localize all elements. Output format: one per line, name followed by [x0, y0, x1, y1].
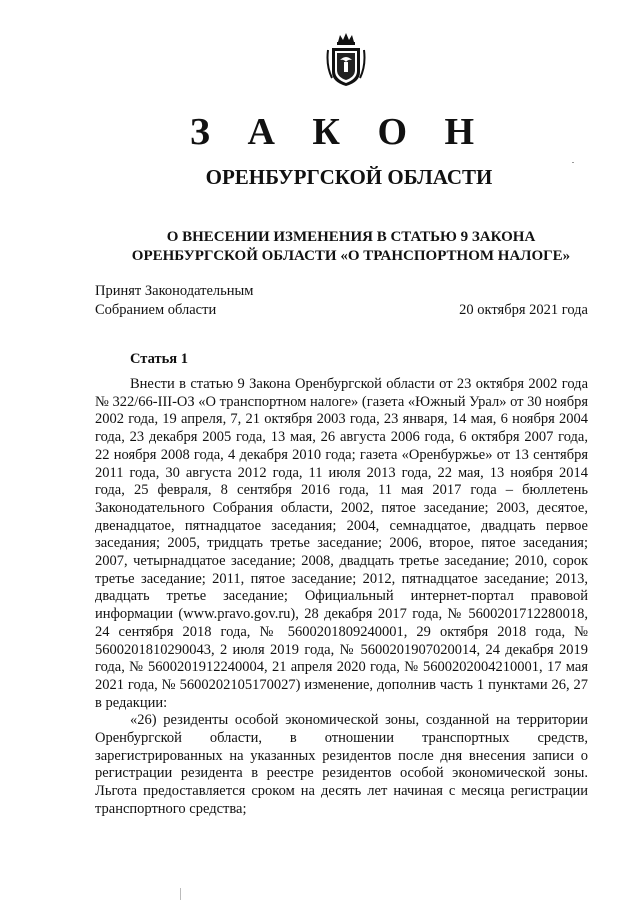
coat-of-arms-icon: [326, 32, 366, 88]
article-body: [95, 376, 588, 819]
adoption-date: 20 октября 2021 года: [459, 302, 588, 318]
law-name: [96, 228, 606, 266]
law-name-line-1: О ВНЕСЕНИИ ИЗМЕНЕНИЯ В СТАТЬЮ 9 ЗАКОНА: [166, 229, 536, 245]
article-paragraph-1: Внести в статью 9 Закона Оренбургской области от 23 октября 2002 года № 322/66-III-ОЗ «О транспортном налоге» (газета «Южный Урал» от 30 ноября 2002 года, 19 апреля, 7, 21 октября 2003 года, 23 января, 14 мая, 6 ноября 2004 года, 23 декабря 2005 года, 13 мая, 26 августа 2006 года, 6 октября 2007 года, 22 ноября 2008 года, 4 декабря 2010 года; газета «Оренбуржье» от 13 сентября 2011 года, 30 августа 2012 года, 11 июля 2013 года, 22 мая, 13 ноября 2014 года, 25 февраля, 8 сентября 2016 года, 11 мая 2017 года – бюллетень Законодательного Собрания области, 2002, пятое заседание; 2003, десятое, двенадцатое, пятнадцатое заседания; 2004, семнадцатое, двадцать первое заседания; 2005, тридцать третье заседание; 2006, второе, пятое заседания; 2007, четырнадцатое заседание; 2008, двадцать третье заседание; 2010, сорок третье заседание; 2011, пятое заседание; 2012, пятнадцатое заседание; 2013, двадцать третье заседание; Официальный интернет-портал правовой информации (www.pravo.gov.ru), 28 декабря 2017 года, № 5600201712280018, 24 сентября 2018 года, № 5600201809240001, 29 октября 2018 года, № 5600201810290043, 2 июля 2019 года, № 5600201907020014, 24 декабря 2019 года, № 5600201912240004, 21 апреля 2020 года, № 5600202004210001, 17 мая 2021 года, № 5600202105170027) изменение, дополнив часть 1 пунктами 26, 27 в редакции:: [95, 376, 588, 711]
adoption-line-2: Собранием области: [95, 302, 217, 318]
scan-mark: [180, 888, 181, 900]
law-name-line-2: ОРЕНБУРГСКОЙ ОБЛАСТИ «О ТРАНСПОРТНОМ НАЛОГЕ»: [131, 248, 571, 264]
document-title: З А К О Н: [189, 111, 489, 153]
adoption-line-1: Принят Законодательным: [95, 283, 254, 299]
document-subtitle: ОРЕНБУРГСКОЙ ОБЛАСТИ: [205, 165, 493, 189]
article-paragraph-2: «26) резиденты особой экономической зоны, созданной на территории Оренбургской области, в отношении транспортных средств, зарегистрированных на указанных резидентов после дня внесения записи о регистрации резидента в реестре резидентов особой экономической зоны. Льгота предоставляется сроком на десять лет начиная с месяца регистрации транспортного средства;: [95, 712, 588, 817]
article-heading: Статья 1: [130, 351, 188, 367]
scan-speck: [572, 162, 574, 163]
adoption-block: [95, 282, 253, 320]
